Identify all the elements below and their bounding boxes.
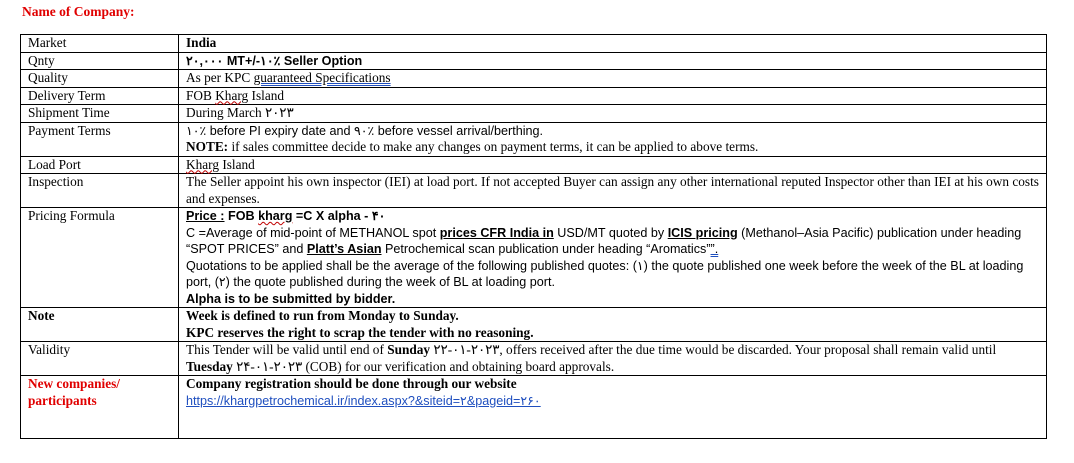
- c-intro: C =Average of mid-point of METHANOL spot: [186, 225, 440, 240]
- qnty-value: ۲۰,۰۰۰ MT+/-۱۰٪ Seller Option: [179, 52, 1047, 70]
- price-formula-line: [186, 208, 1040, 225]
- row-pricing: [21, 208, 1047, 308]
- registration-text: Company registration should be done through our website: [186, 376, 517, 391]
- market-value: India: [179, 35, 1047, 53]
- c-tail: ”.: [710, 242, 719, 256]
- row-load-port: [21, 156, 1047, 174]
- validity-label: Validity: [21, 342, 179, 376]
- c-mid: USD/MT quoted by: [553, 225, 668, 240]
- validity-sunday: Sunday: [387, 342, 431, 357]
- new-companies-value: [179, 376, 1047, 439]
- qnty-label: Qnty: [21, 52, 179, 70]
- pricing-quotations: Quotations to be applied shall be the average of the following published quotes: (۱) the quote published one week before the week of the BL at loading port, (۲) the quote published during the week of BL at loading port.: [186, 258, 1024, 289]
- price-fob: FOB: [224, 209, 259, 223]
- load-port-kharg: Kharg: [186, 156, 219, 172]
- company-name-label: Name of Company:: [22, 4, 135, 19]
- row-inspection: [21, 174, 1047, 208]
- c-icis: ICIS pricing: [667, 225, 738, 240]
- validity-t2: ۲۲-۰۱-۲۰۲۳, offers received after the due time would be discarded. Your proposal shall remain valid until: [430, 342, 997, 357]
- row-delivery: [21, 87, 1047, 105]
- quality-value: [179, 70, 1047, 88]
- payment-label: Payment Terms: [21, 122, 179, 156]
- pricing-value: [179, 208, 1047, 308]
- new-companies-label: New companies/ participants: [21, 376, 179, 439]
- c-platts: Platt’s Asian: [306, 242, 382, 256]
- market-label: Market: [21, 35, 179, 53]
- pricing-alpha: Alpha is to be submitted by bidder.: [186, 291, 396, 306]
- delivery-label: Delivery Term: [21, 87, 179, 105]
- c-prices-cfr: prices CFR India in: [439, 225, 554, 240]
- row-market: [21, 35, 1047, 53]
- pricing-label: Pricing Formula: [21, 208, 179, 308]
- load-port-value: [179, 156, 1047, 174]
- price-label: Price :: [186, 209, 225, 223]
- c-mid2: (Methanol–Asia Pacific) publication under heading “SPOT PRICES” and: [186, 225, 1022, 256]
- load-port-label: Load Port: [21, 156, 179, 174]
- shipment-label: Shipment Time: [21, 105, 179, 123]
- tender-spec-table: [20, 34, 1047, 439]
- row-qnty: [21, 52, 1047, 70]
- registration-link[interactable]: https://khargpetrochemical.ir/index.aspx?&siteid=۲&pageid=۲۶۰: [186, 393, 541, 408]
- quality-label: Quality: [21, 70, 179, 88]
- row-payment: [21, 122, 1047, 156]
- note-value: [179, 308, 1047, 342]
- price-formula: =C X alpha - ۴۰: [292, 209, 386, 223]
- delivery-suffix: Island: [248, 87, 285, 103]
- row-validity: [21, 342, 1047, 376]
- quality-underlined: guaranteed Specifications: [253, 70, 391, 85]
- inspection-value: The Seller appoint his own inspector (IEI) at load port. If not accepted Buyer can assign any other international reputed Inspector other than IEI at his own costs and expenses.: [179, 174, 1047, 208]
- quality-prefix: As per KPC: [186, 70, 254, 85]
- payment-note-label: NOTE:: [186, 139, 229, 154]
- row-note: [21, 308, 1047, 342]
- row-quality: [21, 70, 1047, 88]
- validity-value: [179, 342, 1047, 376]
- row-shipment: [21, 105, 1047, 123]
- payment-value: [179, 122, 1047, 156]
- delivery-value: [179, 87, 1047, 105]
- pricing-c-definition: [186, 225, 1040, 258]
- payment-note-text: if sales committee decide to make any changes on payment terms, it can be applied to above terms.: [228, 139, 759, 154]
- note-line2: KPC reserves the right to scrap the tender with no reasoning.: [186, 324, 534, 340]
- row-new-companies: [21, 376, 1047, 439]
- load-port-suffix: Island: [219, 156, 255, 172]
- c-end: Petrochemical scan publication under heading “Aromatics”: [381, 242, 711, 256]
- delivery-prefix: FOB: [186, 87, 216, 103]
- validity-t1: This Tender will be valid until end of: [186, 342, 388, 357]
- price-kharg: kharg: [258, 209, 293, 223]
- note-line1: Week is defined to run from Monday to Sunday.: [186, 308, 459, 323]
- payment-line1: ۱۰٪ before PI expiry date and ۹۰٪ before vessel arrival/berthing.: [186, 123, 544, 138]
- inspection-label: Inspection: [21, 174, 179, 208]
- delivery-kharg: Kharg: [215, 87, 249, 103]
- payment-note: [186, 139, 1040, 156]
- validity-t3: ۲۴-۰۱-۲۰۲۳ (COB) for our verification and obtaining board approvals.: [232, 358, 615, 374]
- note-label: Note: [21, 308, 179, 342]
- shipment-value: During March ۲۰۲۳: [179, 105, 1047, 123]
- validity-tuesday: Tuesday: [186, 358, 233, 374]
